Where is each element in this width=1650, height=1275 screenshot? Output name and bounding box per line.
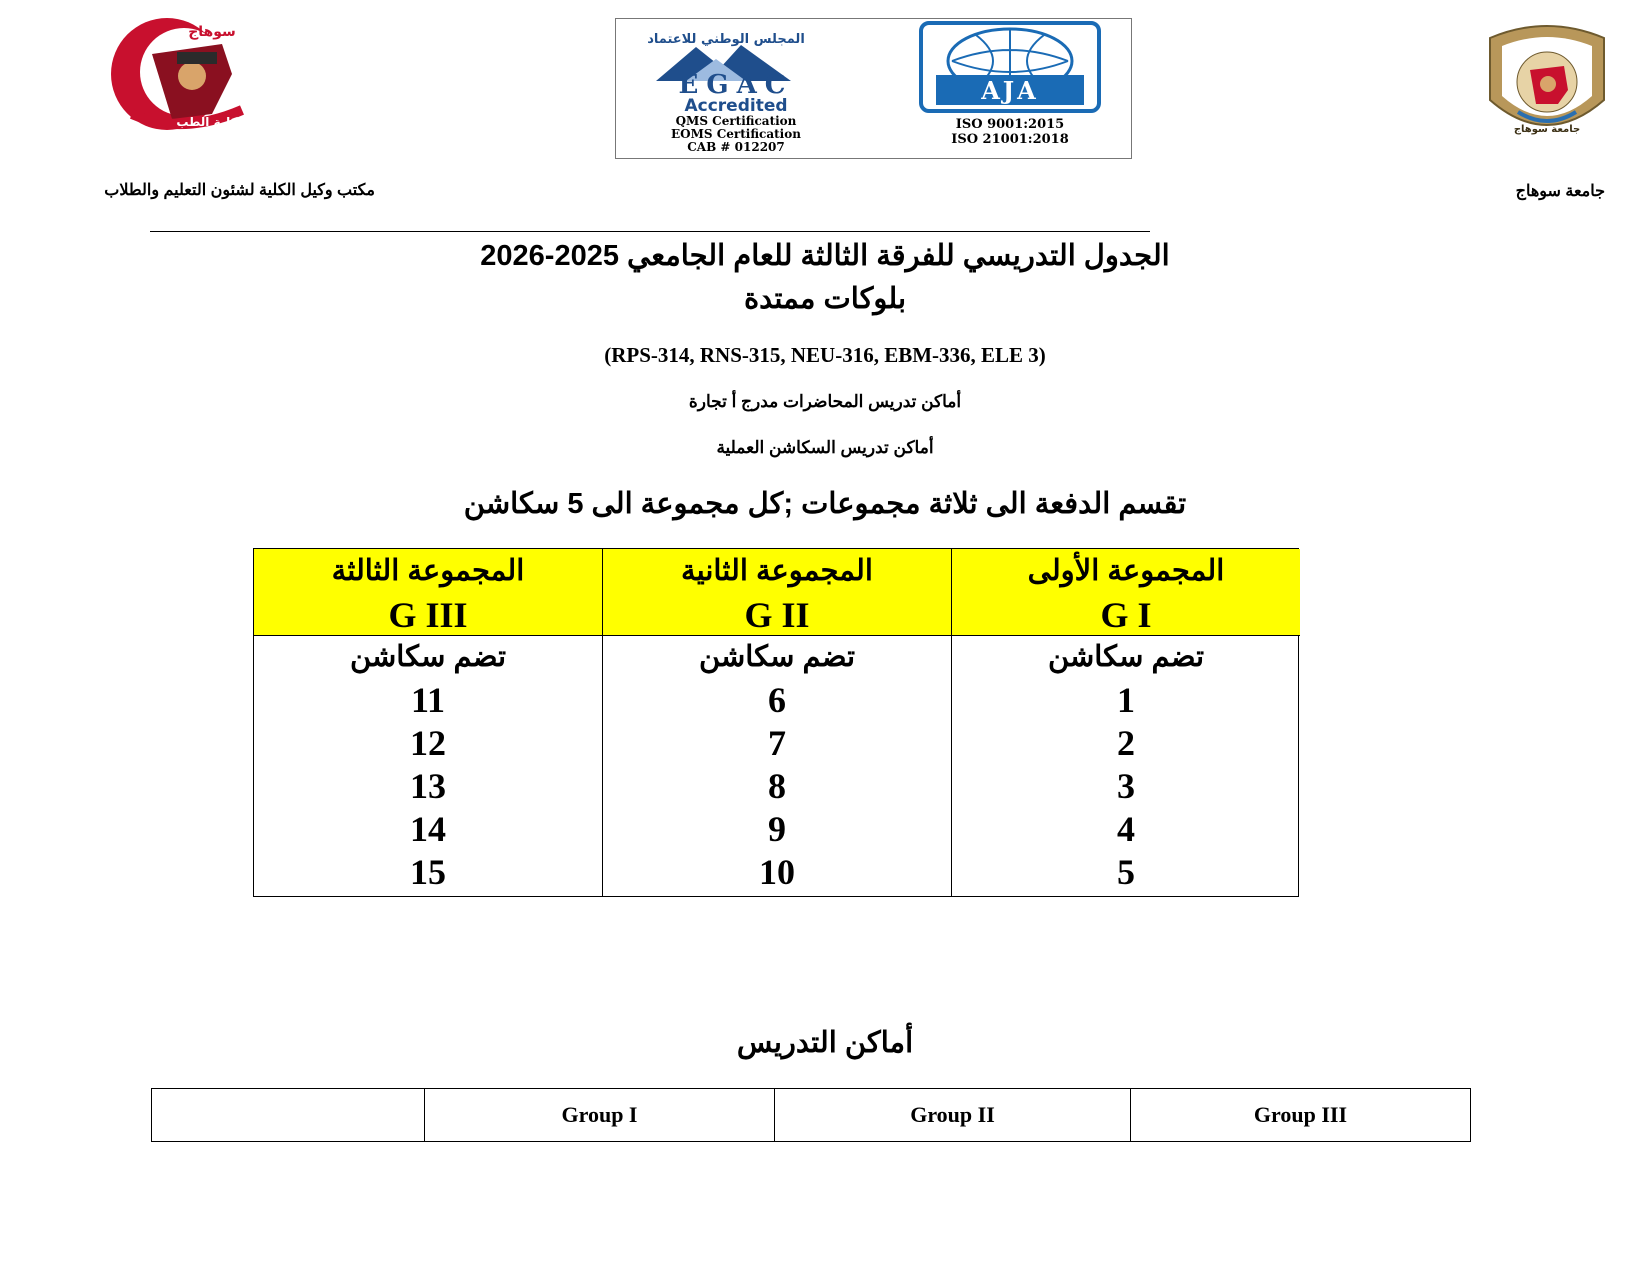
svg-text:ISO 21001:2018: ISO 21001:2018 <box>951 132 1069 147</box>
section-number: 15 <box>410 852 446 892</box>
section-number: 6 <box>768 680 786 720</box>
section-number: 10 <box>759 852 795 892</box>
teaching-places-heading: أماكن التدريس <box>736 1027 914 1059</box>
svg-text:CAB # 012207: CAB # 012207 <box>687 140 785 154</box>
sohag-university-seal <box>1478 20 1616 145</box>
section-number: 7 <box>768 723 786 763</box>
svg-text:QMS Certification: QMS Certification <box>675 114 797 128</box>
svg-text:EOMS Certification: EOMS Certification <box>671 127 801 141</box>
section-number: 11 <box>410 680 445 720</box>
lecture-venue: أماكن تدريس المحاضرات مدرج أ تجارة <box>688 392 962 411</box>
page-title: الجدول التدريسي للفرقة الثالثة للعام الجامعي 2025-2026 <box>480 240 1170 272</box>
svg-text:AJA: AJA <box>981 76 1039 105</box>
section-number: 8 <box>768 766 786 806</box>
teaching-places-table <box>151 1088 1471 1142</box>
places-header-cell: Group III <box>1253 1102 1348 1127</box>
group-header <box>603 549 951 636</box>
svg-text:جامعة سوهاج: جامعة سوهاج <box>1513 124 1581 135</box>
group-subtitle: تضم سكاشن <box>1047 641 1205 673</box>
section-number: 2 <box>1117 723 1135 763</box>
section-number: 3 <box>1117 766 1135 806</box>
group-header <box>952 549 1300 636</box>
group-name-ar: المجموعة الثانية <box>681 555 873 587</box>
section-number: 9 <box>768 809 786 849</box>
office-label: مكتب وكيل الكلية لشئون التعليم والطلاب <box>104 182 375 199</box>
places-header-cell: Group II <box>775 1089 1131 1141</box>
page-subtitle: بلوكات ممتدة <box>743 283 907 315</box>
svg-text:Accredited: Accredited <box>684 96 788 116</box>
section-number: 13 <box>410 766 446 806</box>
group-subtitle: تضم سكاشن <box>349 641 507 673</box>
svg-text:سوهاج: سوهاج <box>188 24 236 40</box>
practical-venue: أماكن تدريس السكاشن العملية <box>716 438 934 457</box>
group-column-2 <box>603 549 951 896</box>
group-name-en: G II <box>744 595 810 635</box>
section-number: 5 <box>1117 852 1135 892</box>
course-codes: (RPS-314, RNS-315, NEU-316, EBM-336, ELE 3) <box>604 343 1046 367</box>
accreditation-banner <box>615 18 1132 159</box>
groups-table <box>253 548 1299 897</box>
header-divider <box>150 231 1150 232</box>
section-number: 4 <box>1117 809 1135 849</box>
group-subtitle: تضم سكاشن <box>698 641 856 673</box>
university-label: جامعة سوهاج <box>1515 183 1605 200</box>
group-name-ar: المجموعة الثالثة <box>331 555 525 587</box>
faculty-of-medicine-logo <box>92 14 264 134</box>
svg-text:المجلس الوطني للاعتماد: المجلس الوطني للاعتماد <box>647 32 805 47</box>
group-column-3 <box>254 549 602 896</box>
svg-text:EGAC: EGAC <box>678 70 794 100</box>
groups-heading: تقسم الدفعة الى ثلاثة مجموعات ;كل مجموعة الى 5 سكاشن <box>463 488 1187 520</box>
group-name-ar: المجموعة الأولى <box>1027 555 1225 587</box>
svg-text:ISO 9001:2015: ISO 9001:2015 <box>955 117 1065 132</box>
group-name-en: G I <box>1100 595 1152 635</box>
group-name-en: G III <box>388 595 468 635</box>
places-header-cell <box>152 1089 425 1141</box>
svg-text:كلية الطب: كلية الطب <box>176 115 238 129</box>
section-number: 1 <box>1117 680 1135 720</box>
section-number: 12 <box>410 723 446 763</box>
group-header <box>254 549 602 636</box>
places-header-cell: Group I <box>425 1089 775 1141</box>
section-number: 14 <box>410 809 446 849</box>
group-column-1 <box>952 549 1300 896</box>
